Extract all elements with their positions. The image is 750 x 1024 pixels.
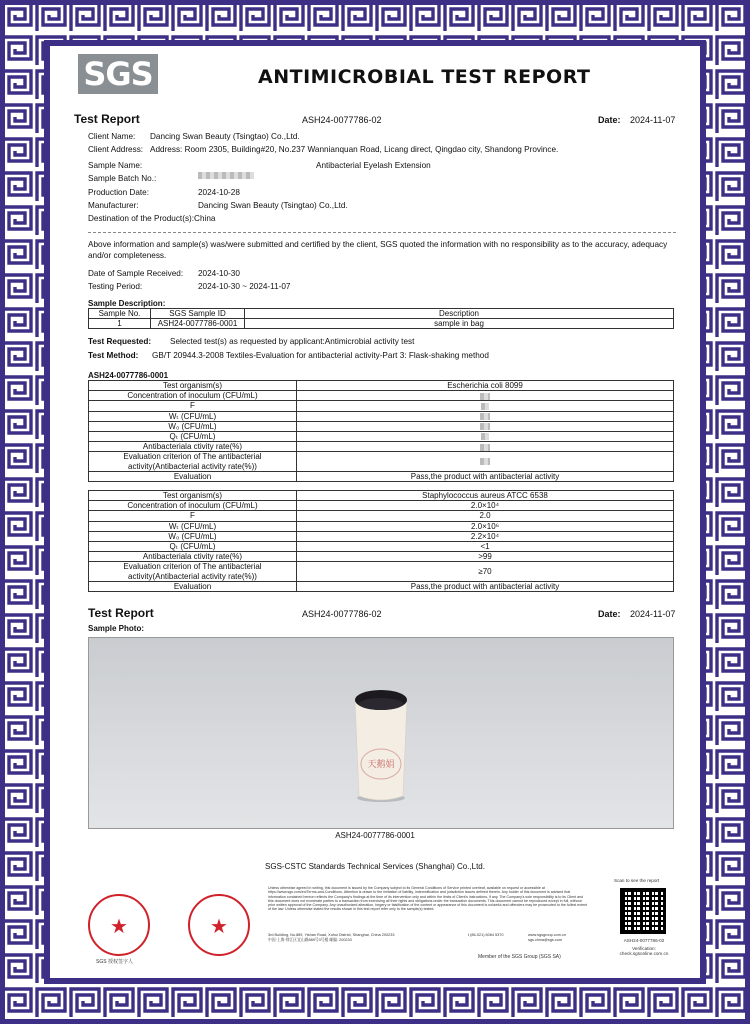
table-row	[89, 442, 674, 452]
row-value: 2.2×10⁴	[297, 531, 674, 541]
redacted-value	[297, 411, 674, 421]
table-row	[89, 501, 674, 511]
official-seal-2	[188, 894, 250, 956]
company-name: SGS-CSTC Standards Technical Services (Shanghai) Co.,Ltd.	[265, 861, 485, 871]
table-row	[89, 552, 674, 562]
table-row	[89, 531, 674, 541]
scan-caption: Scan to see the report	[614, 878, 660, 883]
row-label: Evaluation criterion of The antibacterial activity(Antibacterial activity rate(%))	[89, 562, 297, 581]
table-row	[89, 452, 674, 471]
sgs-logo: SGS	[78, 54, 158, 94]
organism-name: Staphylococcus aureus ATCC 6538	[297, 490, 674, 500]
cup-brand-text: 天鹅娟	[367, 759, 395, 770]
testing-period: 2024-10-30 ~ 2024-11-07	[198, 282, 291, 292]
website: www.sgsgroup.com.cn	[528, 933, 566, 937]
row-label: Concentration of inoculum (CFU/mL)	[89, 391, 297, 401]
organism-label: Test organism(s)	[89, 490, 297, 500]
test-dates	[58, 267, 692, 294]
client-name: Dancing Swan Beauty (Tsingtao) Co.,Ltd.	[150, 132, 300, 141]
page-title: ANTIMICROBIAL TEST REPORT	[258, 66, 591, 88]
email: sgs.china@sgs.com	[528, 938, 563, 942]
cell-sample-no: 1	[89, 318, 151, 328]
row-label: F	[89, 511, 297, 521]
address-cn: 中国·上海·徐汇区宜山路889号3号楼 邮编: 200233	[268, 938, 352, 942]
results-table-ecoli	[88, 380, 674, 482]
footer-block	[68, 876, 692, 968]
client-info	[58, 130, 692, 226]
sample-batch-redacted	[198, 172, 254, 179]
results-table-saureus	[88, 490, 674, 592]
address-en: 3rd Building, No.889, Yishan Road, Xuhui District, Shanghai, China 200233	[268, 933, 395, 937]
manufacturer-label: Manufacturer:	[88, 200, 139, 210]
test-request-info	[58, 335, 692, 363]
report-page	[58, 52, 692, 972]
row-label: Wₜ (CFU/mL)	[89, 411, 297, 421]
redacted-value	[297, 391, 674, 401]
manufacturer: Dancing Swan Beauty (Tsingtao) Co.,Ltd.	[198, 200, 348, 210]
table-row	[89, 380, 674, 390]
sample-name-label: Sample Name:	[88, 160, 143, 170]
client-address-label: Client Address:	[88, 145, 144, 155]
report-header	[58, 52, 692, 102]
cell-sample-id: ASH24-0077786-0001	[151, 318, 245, 328]
col-sample-no: Sample No.	[89, 308, 151, 318]
row-label: W₀ (CFU/mL)	[89, 421, 297, 431]
sgs-member: Member of the SGS Group (SGS SA)	[478, 954, 561, 960]
requested-label: Test Requested:	[88, 336, 152, 346]
row-label: Qₜ (CFU/mL)	[89, 541, 297, 551]
row-label: Qₜ (CFU/mL)	[89, 431, 297, 441]
signature-caption: SGS 授权签字人	[96, 959, 133, 965]
table-row	[89, 318, 674, 328]
sample-photo	[88, 637, 674, 829]
cell-description: sample in bag	[245, 318, 674, 328]
evaluation-value: Pass,the product with antibacterial activity	[297, 471, 674, 481]
qr-report-number: ASH24-0077786-02	[623, 938, 665, 943]
report-number: ASH24-0077786-02	[302, 115, 382, 125]
table-row	[89, 511, 674, 521]
col-description: Description	[245, 308, 674, 318]
phone: t (86-021) 6064 5370	[468, 933, 504, 937]
evaluation-value: Pass,the product with antibacterial activity	[297, 581, 674, 591]
redacted-value	[297, 401, 674, 411]
row-label: Antibacteriala ctivity rate(%)	[89, 552, 297, 562]
sample-name: Antibacterial Eyelash Extension	[316, 160, 431, 170]
client-address: Address: Room 2305, Building#20, No.237 Wannianquan Road, Licang direct, Qingdao city, Shandong Province.	[150, 145, 559, 155]
table-row	[89, 411, 674, 421]
redacted-value	[297, 442, 674, 452]
table-row	[89, 581, 674, 591]
table-row	[89, 421, 674, 431]
disclaimer: Above information and sample(s) was/were submitted and certified by the client, SGS quoted the information with no responsibility as to the accuracy, adequacy and/or completeness.	[88, 239, 668, 260]
period-label: Testing Period:	[88, 282, 143, 292]
destination: China	[194, 214, 216, 224]
redacted-value	[297, 431, 674, 441]
qr-code[interactable]	[620, 888, 666, 934]
col-sample-id: SGS Sample ID	[151, 308, 245, 318]
evaluation-label: Evaluation	[89, 471, 297, 481]
table-row	[89, 541, 674, 551]
row-label: Antibacteriala ctivity rate(%)	[89, 442, 297, 452]
row-label: Concentration of inoculum (CFU/mL)	[89, 501, 297, 511]
table-row	[89, 431, 674, 441]
evaluation-label: Evaluation	[89, 581, 297, 591]
destination-label: Destination of the Product(s):	[88, 214, 195, 224]
row-value: <1	[297, 541, 674, 551]
official-seal-1	[88, 894, 150, 956]
row-label: Wₜ (CFU/mL)	[89, 521, 297, 531]
row-label: Evaluation criterion of The antibacterial activity(Antibacterial activity rate(%))	[89, 452, 297, 471]
table-row	[89, 471, 674, 481]
production-date-label: Production Date:	[88, 187, 149, 197]
sample-cup-image	[353, 686, 409, 804]
report-label: Test Report	[88, 605, 154, 620]
report-label: Test Report	[74, 112, 140, 126]
sample-batch-label: Sample Batch No.:	[88, 174, 157, 184]
sample-description-heading: Sample Description:	[88, 298, 166, 308]
sample-photo-heading: Sample Photo:	[88, 623, 145, 633]
table-row	[89, 391, 674, 401]
row-value: >99	[297, 552, 674, 562]
table-row	[89, 562, 674, 581]
report-date: 2024-11-07	[630, 608, 676, 619]
organism-label: Test organism(s)	[89, 380, 297, 390]
photo-caption: ASH24-0077786-0001	[335, 830, 415, 840]
table-row	[89, 521, 674, 531]
table-header-row	[89, 308, 674, 318]
divider	[88, 232, 676, 233]
star-icon: ★	[110, 916, 128, 938]
report-date: 2024-11-07	[630, 115, 676, 125]
sample-description-table	[88, 308, 674, 329]
star-icon: ★	[210, 916, 228, 938]
table-row	[89, 401, 674, 411]
table-row	[89, 490, 674, 500]
report-meta	[58, 106, 692, 128]
date-label: Date:	[598, 608, 621, 619]
row-value: 2.0	[297, 511, 674, 521]
date-label: Date:	[598, 115, 621, 125]
results-id: ASH24-0077786-0001	[88, 370, 169, 380]
organism-name: Escherichia coli 8099	[297, 380, 674, 390]
redacted-value	[297, 421, 674, 431]
method-label: Test Method:	[88, 350, 139, 360]
received-label: Date of Sample Received:	[88, 268, 184, 278]
terms-fine-print: Unless otherwise agreed in writing, this document is issued by the Company subject to its General Conditions of Service printed overleaf, available on request or accessible at https://www.sgs.com/en/Terms-and-Conditions. Attention is drawn to the limitation of liability, indemnification and jurisdiction issues defined therein. Any holder of this document is advised that information contained hereon reflects the Company's findings at the time of its intervention only and within the limits of Client's instructions, if any. The Company's sole responsibility is to its Client and this document does not exonerate parties to a transaction from exercising all their rights and obligations under the transaction documents. This document cannot be reproduced except in full, without prior written approval of the Company. Any unauthorized alteration, forgery or falsification of the content or appearance of this document is unlawful and offenders may be prosecuted to the fullest extent of the law. Unless otherwise stated the results shown in this test report refer only to the sample(s) tested.	[268, 886, 588, 912]
row-value: 2.0×10⁶	[297, 521, 674, 531]
redacted-value	[297, 452, 674, 471]
row-value: 2.0×10⁴	[297, 501, 674, 511]
client-name-label: Client Name:	[88, 132, 136, 141]
requested-value: Selected test(s) as requested by applicant:Antimicrobial activity test	[170, 336, 415, 346]
received-date: 2024-10-30	[198, 268, 240, 278]
report-number: ASH24-0077786-02	[302, 608, 382, 619]
row-value: ≥70	[297, 562, 674, 581]
row-label: W₀ (CFU/mL)	[89, 531, 297, 541]
method-value: GB/T 20944.3-2008 Textiles-Evaluation for antibacterial activity-Part 3: Flask-shaking method	[152, 350, 489, 360]
production-date: 2024-10-28	[198, 187, 240, 197]
verification: Verification: check.sgsonline.com.cn	[619, 946, 669, 956]
row-label: F	[89, 401, 297, 411]
report-meta-2	[58, 600, 692, 622]
